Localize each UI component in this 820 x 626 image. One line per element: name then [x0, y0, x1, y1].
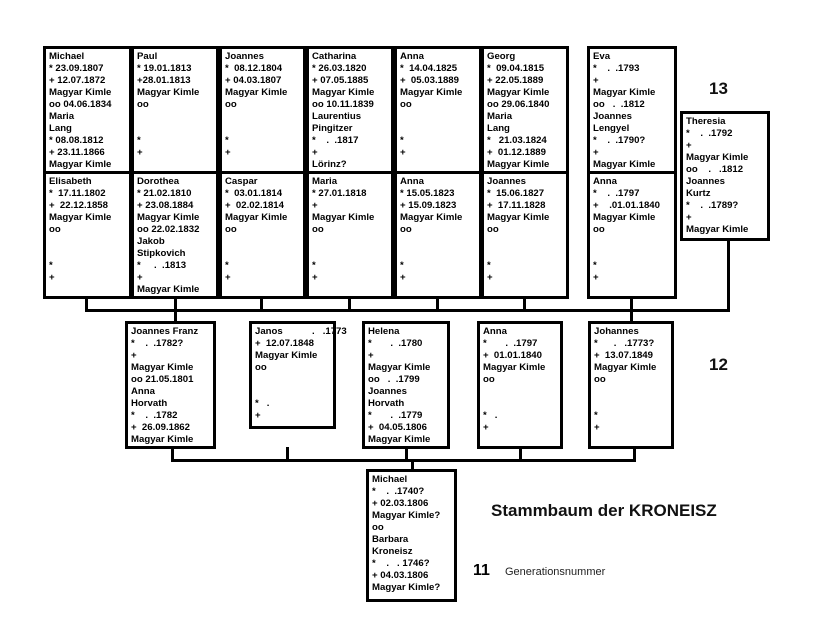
- person-detail: * 08.08.1812: [49, 135, 104, 146]
- person-name: Helena: [368, 326, 400, 337]
- person-detail: + 05.03.1889: [400, 75, 459, 86]
- person-detail: *: [400, 260, 404, 271]
- person-detail: oo: [483, 374, 495, 385]
- person-name: Anna: [593, 176, 617, 187]
- person-detail: oo: [400, 224, 412, 235]
- connector-line: [405, 447, 408, 461]
- person-name: Janos . .1773: [255, 326, 347, 337]
- person-detail: [49, 248, 126, 260]
- connector-line: [630, 297, 633, 323]
- person-detail: Magyar Kimle: [131, 434, 194, 445]
- person-detail: * . .1790?: [593, 135, 646, 146]
- person-detail: * . .1773?: [594, 338, 655, 349]
- person-detail: [225, 236, 300, 248]
- person-detail: oo 29.06.1840: [487, 99, 550, 110]
- person-detail: Magyar Kimle: [594, 362, 657, 373]
- person-detail: *: [225, 135, 229, 146]
- person-detail: oo . .1812: [593, 99, 645, 110]
- person-name: Johannes: [594, 326, 639, 337]
- person-detail: Magyar Kimle: [368, 362, 431, 373]
- person-box-theresia-1792: [680, 111, 770, 241]
- person-box-anna-1825: [394, 46, 482, 174]
- person-detail: *: [594, 410, 598, 421]
- person-detail: * . .1782?: [131, 338, 184, 349]
- person-detail: Joannes: [593, 111, 632, 122]
- person-name: Joannes: [487, 176, 526, 187]
- person-detail: * . . 1746?: [372, 558, 430, 569]
- person-detail: Magyar Kimle: [137, 87, 200, 98]
- person-detail: [483, 386, 557, 398]
- person-name: Joannes: [225, 51, 264, 62]
- person-box-michael-1807: [43, 46, 132, 174]
- person-detail: Horvath: [368, 398, 405, 409]
- person-detail: * . .1740?: [372, 486, 425, 497]
- person-detail: + 12.07.1848: [255, 338, 314, 349]
- person-detail: * 19.01.1813: [137, 63, 192, 74]
- person-detail: Lang: [487, 123, 510, 134]
- person-detail: oo: [593, 224, 605, 235]
- person-detail: * 08.12.1804: [225, 63, 283, 74]
- person-detail: * 15.05.1823: [400, 188, 455, 199]
- person-detail: [400, 236, 476, 248]
- connector-line: [286, 447, 289, 461]
- person-detail: [312, 236, 388, 248]
- person-name: Joannes Franz: [131, 326, 199, 337]
- person-detail: +: [487, 272, 493, 283]
- person-detail: * 26.03.1820: [312, 63, 367, 74]
- person-detail: Magyar Kimle: [225, 212, 288, 223]
- person-detail: [593, 248, 671, 260]
- person-detail: +: [368, 350, 374, 361]
- person-detail: *: [487, 260, 491, 271]
- connector-line: [171, 447, 174, 461]
- legend-generation-number: 11: [473, 562, 490, 579]
- person-detail: * . .1779: [368, 410, 423, 421]
- person-detail: Kurtz: [686, 188, 711, 199]
- person-detail: Magyar Kimle: [137, 212, 200, 223]
- person-box-anna-1823: [394, 171, 482, 299]
- person-box-caspar-1814: [219, 171, 306, 299]
- person-detail: oo . .1812: [686, 164, 744, 175]
- person-detail: [255, 386, 330, 398]
- person-detail: oo 21.05.1801: [131, 374, 194, 385]
- person-detail: [593, 236, 671, 248]
- person-name: Michael: [49, 51, 85, 62]
- person-detail: +: [312, 200, 318, 211]
- connector-line: [348, 297, 351, 311]
- person-detail: * 27.01.1818: [312, 188, 367, 199]
- person-detail: *: [400, 135, 404, 146]
- person-detail: * . .1792: [686, 128, 733, 139]
- connector-line: [260, 297, 263, 311]
- person-detail: [594, 398, 668, 410]
- person-detail: +: [225, 147, 231, 158]
- person-detail: Magyar Kimle: [255, 350, 318, 361]
- person-detail: [225, 123, 300, 135]
- person-box-dorothea-1810: [131, 171, 219, 299]
- person-detail: * . .1813: [137, 260, 187, 271]
- person-detail: [400, 248, 476, 260]
- person-detail: * 15.06.1827: [487, 188, 545, 199]
- person-detail: + 26.09.1862: [131, 422, 190, 433]
- person-detail: +: [255, 410, 261, 421]
- person-detail: + 13.07.1849: [594, 350, 653, 361]
- person-detail: oo: [137, 99, 149, 110]
- person-detail: [487, 248, 563, 260]
- person-name: Georg: [487, 51, 516, 62]
- person-detail: *: [49, 260, 53, 271]
- person-detail: Magyar Kimle: [686, 224, 749, 235]
- person-detail: + 04.05.1806: [368, 422, 427, 433]
- person-detail: +: [594, 422, 600, 433]
- person-detail: Magyar Kimle: [593, 159, 656, 170]
- person-detail: * .: [255, 398, 270, 409]
- connector-line: [519, 447, 522, 461]
- person-detail: +: [312, 272, 318, 283]
- person-detail: Magyar Kimle: [487, 212, 550, 223]
- person-name: Dorothea: [137, 176, 180, 187]
- person-name: Anna: [400, 176, 424, 187]
- person-box-elisabeth-1802: [43, 171, 132, 299]
- person-detail: + 12.07.1872: [49, 75, 106, 86]
- person-detail: +: [137, 272, 143, 283]
- person-detail: * . .1793: [593, 63, 640, 74]
- person-detail: + 04.03.1806: [372, 570, 429, 581]
- connector-line: [85, 309, 730, 312]
- person-detail: + 01.01.1840: [483, 350, 542, 361]
- connector-line: [633, 447, 636, 461]
- person-detail: Magyar Kimle: [49, 159, 112, 170]
- person-detail: oo: [225, 99, 237, 110]
- person-detail: + 07.05.1885: [312, 75, 369, 86]
- person-detail: *: [137, 135, 141, 146]
- person-name: Michael: [372, 474, 408, 485]
- person-detail: oo: [255, 362, 267, 373]
- connector-line: [436, 297, 439, 311]
- person-detail: Magyar Kimle: [225, 87, 288, 98]
- person-detail: Magyar Kimle: [312, 87, 375, 98]
- person-detail: * . .1789?: [686, 200, 739, 211]
- person-detail: oo: [49, 224, 61, 235]
- person-detail: + 22.12.1858: [49, 200, 108, 211]
- person-box-eva-1793: [587, 46, 677, 174]
- person-detail: + 15.09.1823: [400, 200, 457, 211]
- person-detail: Laurentius: [312, 111, 362, 122]
- person-name: Elisabeth: [49, 176, 92, 187]
- person-detail: oo 10.11.1839: [312, 99, 374, 110]
- person-detail: Lörinz?: [312, 159, 347, 170]
- person-detail: + 01.12.1889: [487, 147, 546, 158]
- person-detail: Anna: [131, 386, 155, 397]
- person-detail: * .: [483, 410, 498, 421]
- connector-line: [727, 239, 730, 311]
- generation-number-12: 12: [709, 355, 728, 374]
- person-detail: +: [483, 422, 489, 433]
- person-detail: Magyar Kimle: [137, 284, 200, 295]
- person-detail: Kroneisz: [372, 546, 413, 557]
- person-name: Maria: [312, 176, 338, 187]
- person-detail: +: [686, 140, 692, 151]
- person-detail: [225, 111, 300, 123]
- person-detail: + 04.03.1807: [225, 75, 282, 86]
- person-detail: [594, 386, 668, 398]
- person-detail: +: [225, 272, 231, 283]
- person-detail: Magyar Kimle: [686, 152, 749, 163]
- person-detail: oo: [225, 224, 237, 235]
- connector-line: [174, 297, 177, 323]
- person-detail: [400, 111, 476, 123]
- person-detail: Lang: [49, 123, 72, 134]
- person-box-michael-1740: [366, 469, 457, 602]
- person-detail: [255, 374, 330, 386]
- person-detail: Magyar Kimle?: [372, 582, 441, 593]
- person-detail: oo: [487, 224, 499, 235]
- person-name: Theresia: [686, 116, 726, 127]
- person-detail: Horvath: [131, 398, 168, 409]
- person-detail: [49, 236, 126, 248]
- person-name: Paul: [137, 51, 158, 62]
- person-detail: [225, 248, 300, 260]
- person-detail: [312, 248, 388, 260]
- person-box-maria-1818: [306, 171, 394, 299]
- person-detail: +: [593, 147, 599, 158]
- person-box-joannes-1827: [481, 171, 569, 299]
- person-detail: * . .1780: [368, 338, 423, 349]
- person-detail: Magyar Kimle: [49, 212, 112, 223]
- person-box-georg-1815: [481, 46, 569, 174]
- person-detail: Magyar Kimle: [312, 212, 375, 223]
- person-detail: + 22.05.1889: [487, 75, 544, 86]
- person-detail: + 23.11.1866: [49, 147, 105, 158]
- person-detail: Barbara: [372, 534, 409, 545]
- person-detail: * . .1782: [131, 410, 178, 421]
- person-detail: Magyar Kimle: [400, 212, 463, 223]
- person-detail: * . .1817: [312, 135, 359, 146]
- person-detail: +: [49, 272, 55, 283]
- person-detail: oo: [400, 99, 412, 110]
- person-detail: Pingitzer: [312, 123, 353, 134]
- person-detail: * 23.09.1807: [49, 63, 104, 74]
- person-detail: Joannes: [686, 176, 725, 187]
- person-detail: +: [400, 272, 406, 283]
- person-detail: Magyar Kimle?: [372, 510, 441, 521]
- person-detail: +: [593, 75, 599, 86]
- person-detail: [483, 398, 557, 410]
- person-detail: [137, 123, 213, 135]
- person-detail: Magyar Kimle: [368, 434, 431, 445]
- page-title: Stammbaum der KRONEISZ: [491, 501, 717, 520]
- person-box-johannes-1773: [588, 321, 674, 449]
- person-detail: +: [312, 147, 318, 158]
- person-detail: +: [131, 350, 137, 361]
- person-box-joannes-1804: [219, 46, 306, 174]
- person-detail: * 09.04.1815: [487, 63, 545, 74]
- person-detail: Magyar Kimle: [49, 87, 112, 98]
- person-detail: Magyar Kimle: [487, 159, 550, 170]
- person-detail: + .01.01.1840: [593, 200, 660, 211]
- person-detail: * . .1797: [483, 338, 538, 349]
- person-detail: [137, 111, 213, 123]
- person-detail: *: [225, 260, 229, 271]
- person-detail: oo . .1799: [368, 374, 420, 385]
- person-box-janos-1773: [249, 321, 347, 429]
- person-box-anna-1797-top: [587, 171, 677, 299]
- person-name: Anna: [483, 326, 507, 337]
- person-detail: Lengyel: [593, 123, 630, 134]
- person-detail: Magyar Kimle: [483, 362, 546, 373]
- person-detail: * 21.02.1810: [137, 188, 192, 199]
- person-detail: Maria: [49, 111, 75, 122]
- person-detail: + 23.08.1884: [137, 200, 194, 211]
- person-box-paul-1813: [131, 46, 219, 174]
- person-detail: * 14.04.1825: [400, 63, 458, 74]
- person-detail: + 02.03.1806: [372, 498, 429, 509]
- person-box-anna-1797: [477, 321, 563, 449]
- person-detail: oo 22.02.1832: [137, 224, 200, 235]
- person-box-joannes-franz-1782: [125, 321, 216, 449]
- person-detail: Maria: [487, 111, 513, 122]
- person-detail: oo: [312, 224, 324, 235]
- person-name: Eva: [593, 51, 611, 62]
- person-detail: * 03.01.1814: [225, 188, 283, 199]
- person-detail: +: [686, 212, 692, 223]
- person-detail: oo: [372, 522, 384, 533]
- person-detail: [487, 236, 563, 248]
- person-detail: Magyar Kimle: [400, 87, 463, 98]
- person-detail: + 17.11.1828: [487, 200, 546, 211]
- person-detail: * . .1797: [593, 188, 640, 199]
- person-detail: +: [137, 147, 143, 158]
- person-box-catharina-1820: [306, 46, 394, 174]
- person-detail: +28.01.1813: [137, 75, 191, 86]
- person-name: Catharina: [312, 51, 357, 62]
- person-detail: *: [312, 260, 316, 271]
- person-detail: oo: [594, 374, 606, 385]
- person-detail: +: [400, 147, 406, 158]
- connector-line: [171, 459, 636, 462]
- legend-label: Generationsnummer: [505, 566, 606, 578]
- person-detail: Magyar Kimle: [487, 87, 550, 98]
- person-detail: Magyar Kimle: [593, 87, 656, 98]
- person-detail: *: [593, 260, 597, 271]
- generation-number-13: 13: [709, 79, 728, 98]
- person-detail: + 02.02.1814: [225, 200, 284, 211]
- connector-line: [85, 297, 88, 311]
- person-detail: +: [593, 272, 599, 283]
- person-detail: Jakob: [137, 236, 165, 247]
- person-box-helena-1780: [362, 321, 450, 449]
- person-detail: * 21.03.1824: [487, 135, 547, 146]
- person-detail: Magyar Kimle: [593, 212, 656, 223]
- connector-line: [523, 297, 526, 311]
- person-detail: Stipkovich: [137, 248, 186, 259]
- person-detail: * 17.11.1802: [49, 188, 106, 199]
- person-detail: Magyar Kimle: [131, 362, 194, 373]
- person-detail: [400, 123, 476, 135]
- person-detail: Joannes: [368, 386, 407, 397]
- person-detail: oo 04.06.1834: [49, 99, 112, 110]
- person-name: Anna: [400, 51, 424, 62]
- person-name: Caspar: [225, 176, 258, 187]
